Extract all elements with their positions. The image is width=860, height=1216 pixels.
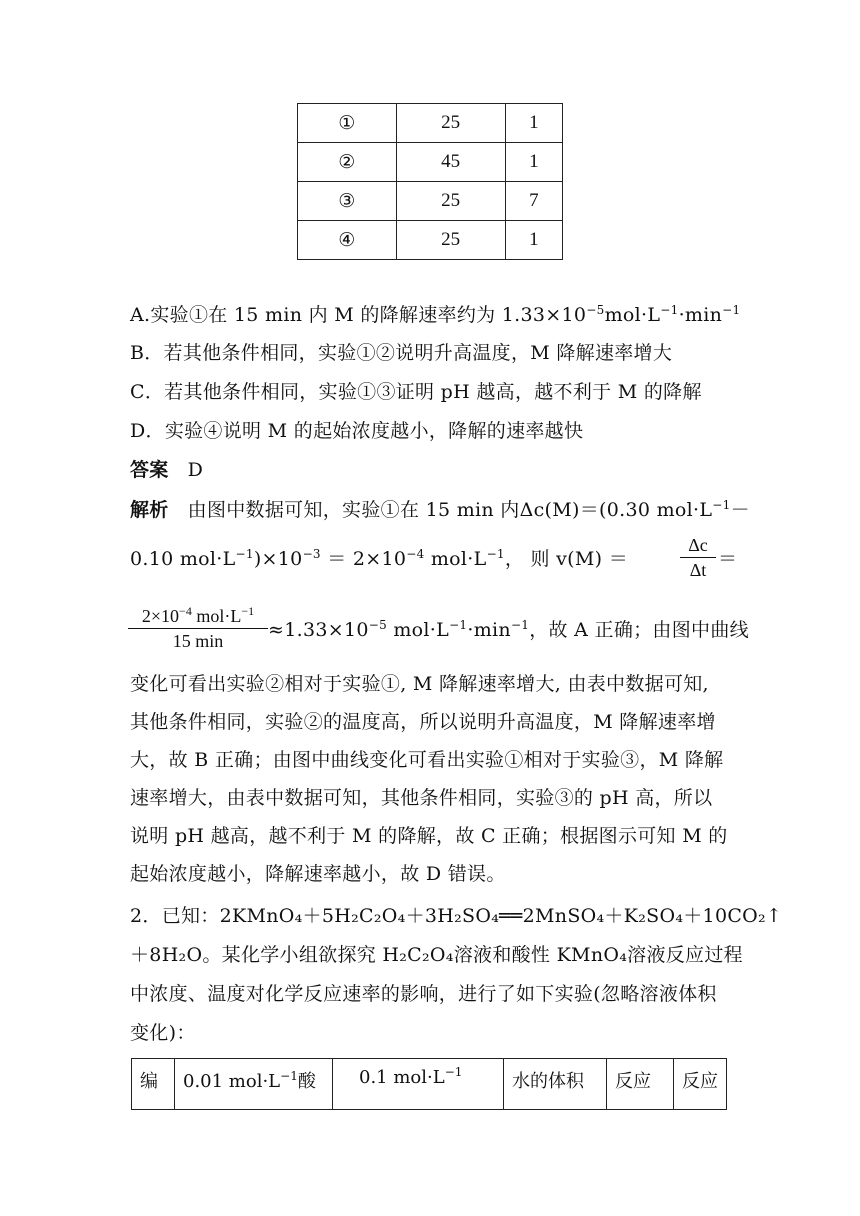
table-cell: ④ xyxy=(298,221,397,260)
table-cell: 1 xyxy=(505,143,562,182)
analysis-line-8: 说明 pH 越高，越不利于 M 的降解，故 C 正确；根据图示可知 M 的 xyxy=(130,825,728,847)
answer-line xyxy=(130,457,203,483)
option-b: B．若其他条件相同，实验①②说明升高温度，M 降解速率增大 xyxy=(130,342,673,364)
fraction-rate: $2\times 10^{-4}$ $mol\cdot L^{-1}$ 15 min xyxy=(128,605,268,652)
table-header-cell: 编 xyxy=(132,1059,175,1110)
option-c: C．若其他条件相同，实验①③证明 pH 越高，越不利于 M 的降解 xyxy=(130,381,702,403)
table-header-cell: 反应 xyxy=(607,1059,674,1110)
table-cell: 25 xyxy=(396,182,505,221)
answer-label: 答案 xyxy=(130,459,169,481)
table-cell: 1 xyxy=(505,104,562,143)
analysis-line-5: 其他条件相同，实验②的温度高，所以说明升高温度，M 降解速率增 xyxy=(130,711,716,733)
table-cell: 45 xyxy=(396,143,505,182)
question-2-line-1: 2．已知：2KMnO₄＋5H₂C₂O₄＋3H₂SO₄══2MnSO₄＋K₂SO₄＋10CO₂↑ xyxy=(130,905,783,927)
table-header-cell: 0.01 $mol\cdot L^{-1}$酸 xyxy=(175,1059,333,1110)
experiment-table-2 xyxy=(131,1058,727,1110)
table-header-cell: 水的体积 xyxy=(504,1059,607,1110)
fraction-dc-dt: Δc Δt xyxy=(680,534,716,581)
table-row xyxy=(298,221,563,260)
answer-value: D xyxy=(187,459,204,481)
table-cell: 1 xyxy=(505,221,562,260)
table-cell: 7 xyxy=(505,182,562,221)
question-2-line-3: 中浓度、温度对化学反应速率的影响，进行了如下实验(忽略溶液体积 xyxy=(130,983,717,1005)
option-a: A.实验①在 15 min 内 M 的降解速率约为 $1.33\times 10^{-5}mol\cdot L^{-1}\cdot\min^{-1}$ xyxy=(130,303,741,326)
analysis-line-9: 起始浓度越小，降解速率越小，故 D 错误。 xyxy=(130,863,506,885)
analysis-line-7: 速率增大，由表中数据可知，其他条件相同，实验③的 pH 高，所以 xyxy=(130,787,713,809)
table-cell: ① xyxy=(298,104,397,143)
analysis-line-3: $\approx 1.33\times 10^{-5}$ $mol\cdot L^{-1}\cdot\min^{-1}$，故 A 正确；由图中曲线 xyxy=(268,618,749,641)
experiment-table xyxy=(297,103,563,260)
analysis-line-6: 大，故 B 正确；由图中曲线变化可看出实验①相对于实验③，M 降解 xyxy=(130,749,724,771)
question-2-line-4: 变化)： xyxy=(130,1022,196,1044)
analysis-line-4: 变化可看出实验②相对于实验①, M 降解速率增大, 由表中数据可知, xyxy=(130,673,709,695)
table-row xyxy=(298,104,563,143)
analysis-label: 解析 xyxy=(130,499,169,521)
analysis-line-2: 0.10 $mol\cdot L^{-1})\times 10^{-3} = 2\times 10^{-4}$ $mol\cdot L^{-1}$， 则 v(M) ＝ xyxy=(130,547,628,570)
analysis-line-1: 解析 由图中数据可知，实验①在 15 min 内Δc(M)＝(0.30 $mol\cdot L^{-1}-$ xyxy=(130,498,750,521)
table-cell: ③ xyxy=(298,182,397,221)
table-header-cell: 反应 xyxy=(674,1059,727,1110)
table-header-row xyxy=(132,1059,727,1110)
table-cell: 25 xyxy=(396,104,505,143)
option-d: D．实验④说明 M 的起始浓度越小，降解的速率越快 xyxy=(130,420,584,442)
table-row xyxy=(298,143,563,182)
question-2-line-2: ＋8H₂O。某化学小组欲探究 H₂C₂O₄溶液和酸性 KMnO₄溶液反应过程 xyxy=(130,944,743,966)
table-cell: 25 xyxy=(396,221,505,260)
table-cell: ② xyxy=(298,143,397,182)
table-row xyxy=(298,182,563,221)
table-header-cell: 0.1 $mol\cdot L^{-1}$ xyxy=(333,1059,504,1110)
equals-sign: ＝ xyxy=(718,548,738,570)
